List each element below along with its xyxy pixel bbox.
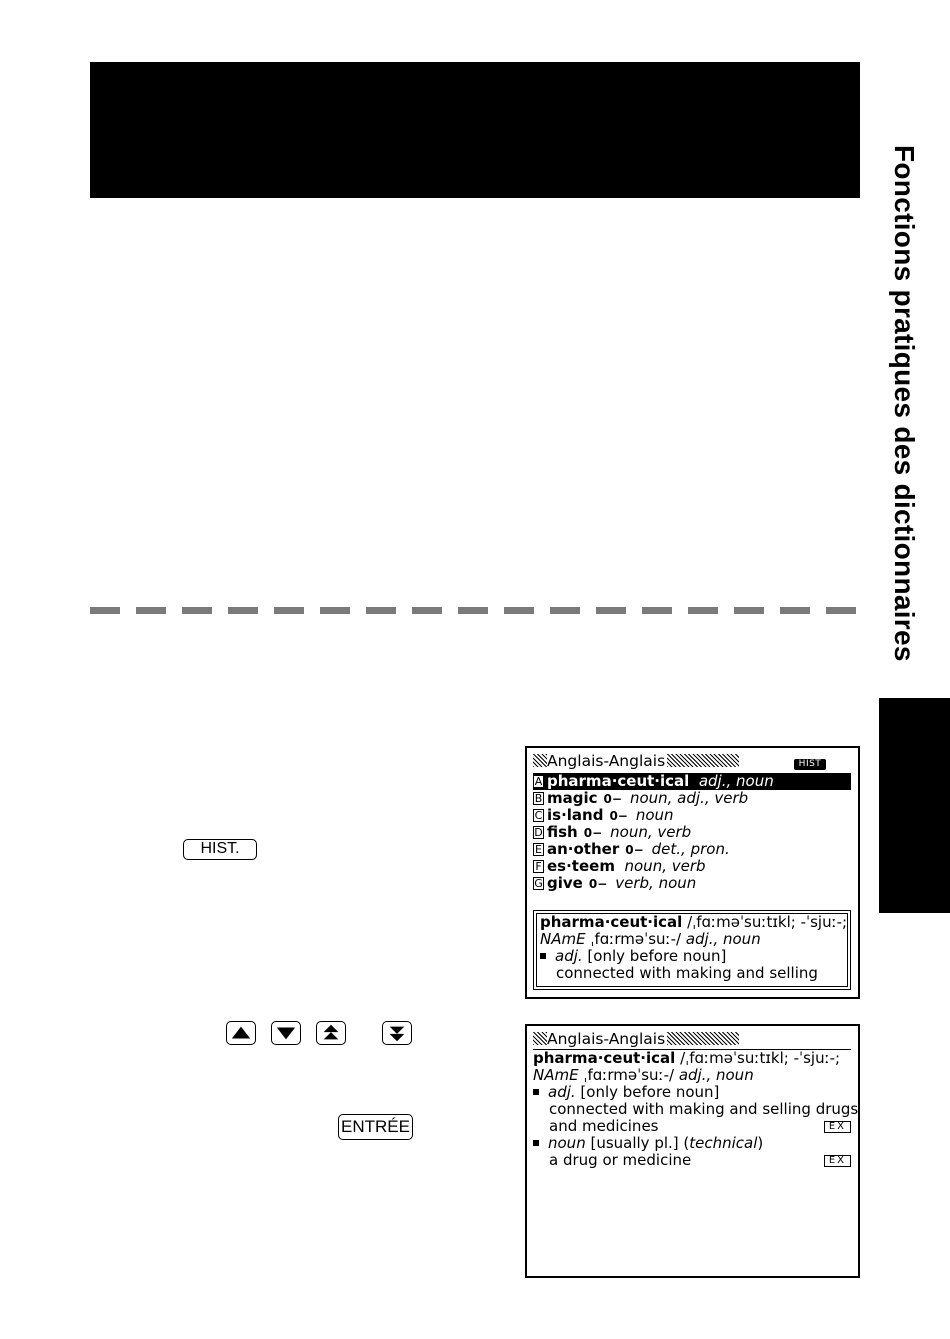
item-pos: adj., noun: [698, 772, 774, 790]
list-item[interactable]: [533, 773, 851, 790]
hatch-pattern: [667, 1032, 739, 1045]
preview-pane: [533, 910, 851, 990]
page-up-icon: [316, 1021, 346, 1045]
entry-pos: adj., noun: [678, 1066, 754, 1084]
item-word: magic: [547, 789, 598, 807]
up-arrow-icon: [226, 1021, 256, 1045]
preview-name-label: NAmE: [540, 930, 586, 948]
list-item[interactable]: [533, 824, 851, 841]
item-letter: A: [534, 775, 543, 788]
hatch-pattern: [533, 1032, 547, 1045]
key-icon: 0−: [609, 809, 628, 823]
down-arrow-icon: [271, 1021, 301, 1045]
item-word: fish: [547, 823, 578, 841]
page-down-icon: [382, 1021, 412, 1045]
item-pos: noun, adj., verb: [629, 789, 749, 807]
list-item[interactable]: [533, 875, 851, 892]
item-letter: E: [533, 843, 544, 856]
item-word: an·other: [547, 840, 620, 858]
item-word: is·land: [547, 806, 604, 824]
bullet-icon: [533, 1140, 539, 1146]
history-list-screen: [525, 746, 860, 999]
item-letter: F: [533, 860, 544, 873]
bullet-icon: [540, 953, 546, 959]
side-title: [870, 145, 920, 685]
item-letter: B: [534, 792, 543, 805]
entry-headword: pharma·ceut·ical: [533, 1049, 676, 1067]
item-letter: C: [534, 809, 543, 822]
entry-name-label: NAmE: [533, 1066, 579, 1084]
example-button[interactable]: EX: [824, 1121, 851, 1133]
item-pos: noun, verb: [610, 823, 692, 841]
history-list: [533, 773, 851, 892]
hatch-pattern: [667, 754, 739, 767]
item-letter: D: [534, 826, 543, 839]
preview-sense-gram: [only before noun]: [582, 947, 727, 965]
preview-sense-def: connected with making and selling: [556, 964, 818, 982]
preview-name-pron: ˌfɑːrməˈsuː-/: [585, 930, 686, 948]
bullet-icon: [533, 1089, 539, 1095]
item-pos: noun: [635, 806, 674, 824]
item-pos: det., pron.: [651, 840, 730, 858]
chapter-header-bar: [90, 62, 860, 198]
key-icon: 0−: [625, 843, 644, 857]
preview-headword: pharma·ceut·ical: [540, 913, 683, 931]
list-item[interactable]: [533, 790, 851, 807]
list-item[interactable]: [533, 841, 851, 858]
preview-sense-pos: adj.: [555, 947, 583, 965]
key-icon: 0−: [583, 826, 603, 840]
item-pos: verb, noun: [615, 874, 697, 892]
sense1-pos: adj.: [548, 1083, 576, 1101]
hist-badge: HIST: [794, 759, 826, 770]
sense1-def: connected with making and selling drugs: [549, 1100, 859, 1118]
screen-header: [533, 752, 851, 770]
list-item[interactable]: [533, 858, 851, 875]
sense2-close: ): [757, 1134, 764, 1152]
example-button[interactable]: EX: [824, 1155, 851, 1167]
item-word: pharma·ceut·ical: [547, 772, 690, 790]
dictionary-title: Anglais-Anglais: [547, 752, 666, 770]
sense1-def-cont: and medicines: [549, 1117, 659, 1135]
entry-pron: /ˌfɑːməˈsuːtɪkl; -ˈsjuː-;: [675, 1049, 841, 1067]
sense2-pos: noun: [548, 1134, 586, 1152]
sense2-gram: [usually pl.] (: [585, 1134, 690, 1152]
dictionary-title: Anglais-Anglais: [547, 1030, 666, 1048]
screen-header: [533, 1030, 851, 1048]
entree-key: ENTRÉE: [338, 1114, 413, 1140]
item-word: give: [547, 874, 583, 892]
item-letter: G: [534, 877, 543, 890]
key-icon: 0−: [603, 792, 622, 806]
hatch-pattern: [533, 754, 547, 767]
entry-name-pron: ˌfɑːrməˈsuː-/: [578, 1066, 679, 1084]
sense2-tech: technical: [689, 1134, 758, 1152]
entry-screen: [525, 1024, 860, 1278]
key-icon: 0−: [588, 877, 608, 891]
item-pos: noun, verb: [624, 857, 706, 875]
sense2-def: a drug or medicine: [549, 1151, 692, 1169]
preview-pos: adj., noun: [685, 930, 761, 948]
list-item[interactable]: [533, 807, 851, 824]
item-word: es·teem: [547, 857, 615, 875]
side-title-text: Fonctions pratiques des dictionnaires: [889, 145, 920, 662]
chapter-tab: [879, 698, 950, 913]
entry-body: [533, 1049, 859, 1169]
preview-pron: /ˌfɑːməˈsuːtɪkl; -ˈsjuː-;: [682, 913, 848, 931]
section-divider: [90, 607, 860, 614]
hist-key: HIST.: [183, 839, 257, 860]
sense1-gram: [only before noun]: [575, 1083, 720, 1101]
